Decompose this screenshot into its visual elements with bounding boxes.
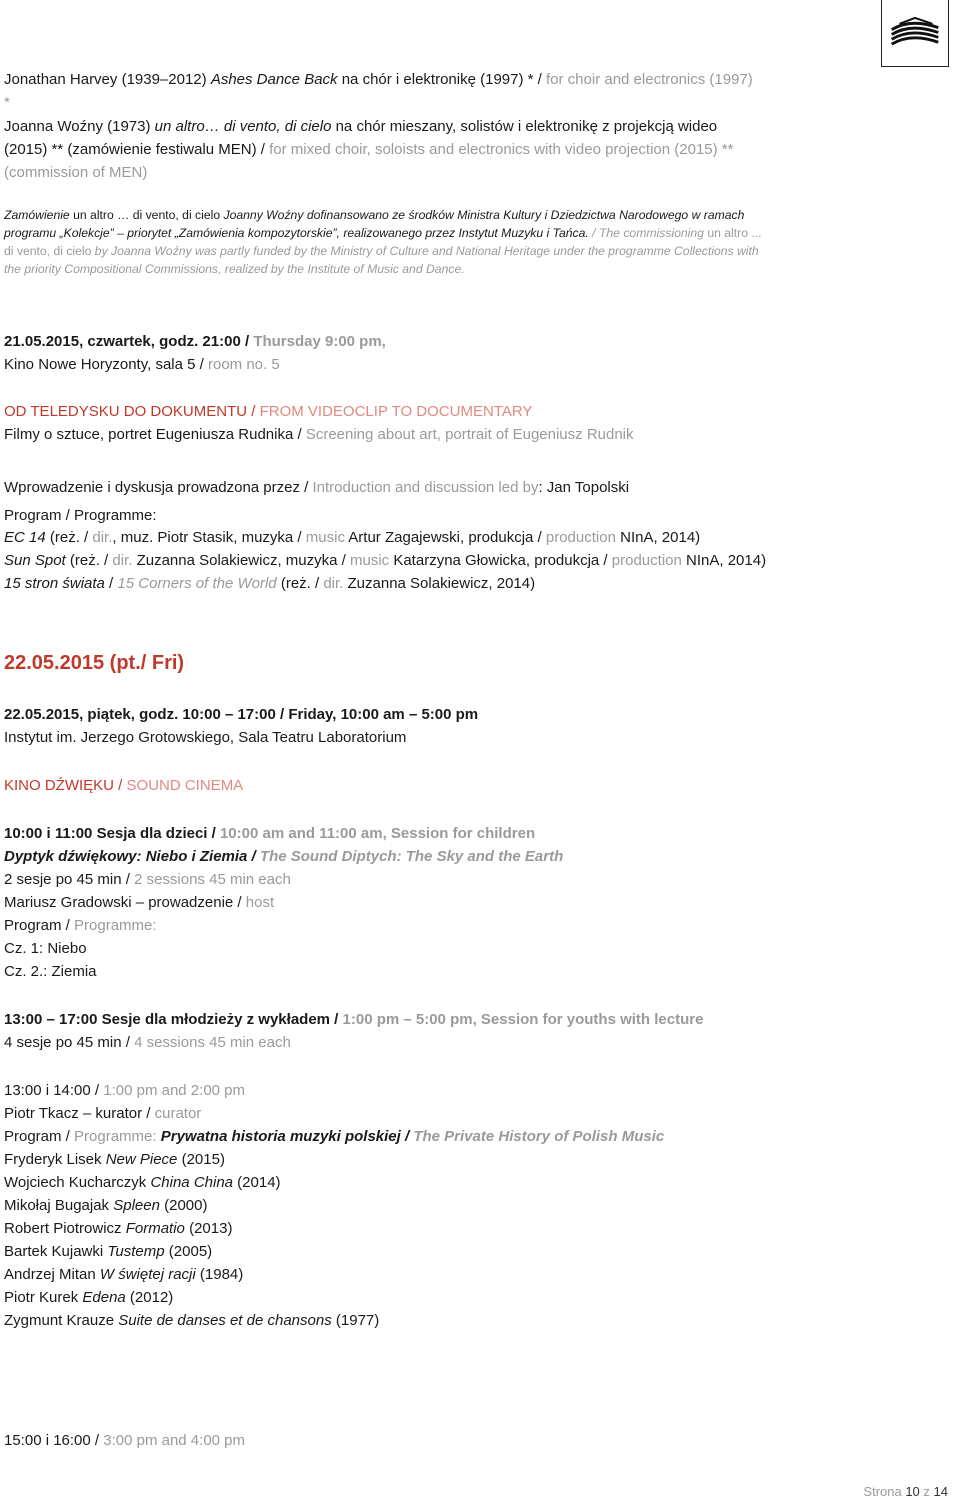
kids-sessions: 2 sesje po 45 min / 2 sessions 45 min each [4,871,291,888]
event-intro: Wprowadzenie i dyskusja prowadzona przez / Introduction and discussion led by: Jan Topolski [4,479,630,496]
wozny-line-1: Joanna Woźny (1973) un altro… di vento, di cielo na chór mieszany, solistów i elektronikę z projekcją wideo [4,118,718,135]
event-venue: Kino Nowe Horyzonty, sala 5 / room no. 5 [4,356,280,373]
harvey-line: Jonathan Harvey (1939–2012) Ashes Dance Back na chór i elektronikę (1997) * / for choir and electronics (1997) [4,71,753,88]
day-heading: 22.05.2015 (pt./ Fri) [4,652,185,674]
piece-item: Zygmunt Krauze Suite de danses et de chansons (1977) [4,1312,380,1329]
commission-note-4: the priority Compositional Commissions, realized by the Institute of Music and Dance. [4,262,465,276]
piece-item: Robert Piotrowicz Formatio (2013) [4,1220,233,1237]
festival-logo [881,0,949,67]
film-item: Sun Spot (reż. / dir. Zuzanna Solakiewicz, muzyka / music Katarzyna Głowicka, produkcja / production NInA, 2014) [4,552,767,569]
piece-item: Fryderyk Lisek New Piece (2015) [4,1151,225,1168]
event-films-desc: Filmy o sztuce, portret Eugeniusza Rudnika / Screening about art, portrait of Eugeniusz Rudnik [4,426,634,443]
kids-host: Mariusz Gradowski – prowadzenie / host [4,894,275,911]
piece-item: Mikołaj Bugajak Spleen (2000) [4,1197,208,1214]
youth-program: Program / Programme: Prywatna historia muzyki polskiej / The Private History of Polish Music [4,1128,665,1145]
kids-program: Program / Programme: [4,917,157,934]
youth-sessions: 4 sesje po 45 min / 4 sessions 45 min each [4,1034,291,1051]
piece-item: Bartek Kujawki Tustemp (2005) [4,1243,213,1260]
event-date: 21.05.2015, czwartek, godz. 21:00 / Thursday 9:00 pm, [4,333,386,350]
day-venue: Instytut im. Jerzego Grotowskiego, Sala Teatru Laboratorium [4,729,407,746]
sound-cinema-title: KINO DŹWIĘKU / SOUND CINEMA [4,777,244,794]
film-item: 15 stron świata / 15 Corners of the World (reż. / dir. Zuzanna Solakiewicz, 2014) [4,575,536,592]
harvey-star: * [4,94,10,111]
event-title: OD TELEDYSKU DO DOKUMENTU / FROM VIDEOCLIP TO DOCUMENTARY [4,403,533,420]
kids-title: Dyptyk dźwiękowy: Niebo i Ziemia / The Sound Diptych: The Sky and the Earth [4,848,564,865]
kids-part-1: Cz. 1: Niebo [4,940,87,957]
event-program-label: Program / Programme: [4,507,157,524]
youth-time: 13:00 – 17:00 Sesje dla młodzieży z wykładem / 1:00 pm – 5:00 pm, Session for youths with lecture [4,1011,704,1028]
kids-part-2: Cz. 2.: Ziemia [4,963,97,980]
page-number: Strona 10 z 14 [863,1484,948,1499]
wozny-line-2: (2015) ** (zamówienie festiwalu MEN) / for mixed choir, soloists and electronics with video projection (2015) ** [4,141,734,158]
youth-slot: 13:00 i 14:00 / 1:00 pm and 2:00 pm [4,1082,246,1099]
commission-note-1: Zamówienie un altro … di vento, di cielo Joanny Woźny dofinansowano ze środków Ministra Kultury i Dziedzictwa Narodowego w ramach [4,208,745,222]
film-item: EC 14 (reż. / dir., muz. Piotr Stasik, muzyka / music Artur Zagajewski, produkcja / production NInA, 2014) [4,529,701,546]
last-slot: 15:00 i 16:00 / 3:00 pm and 4:00 pm [4,1432,246,1449]
youth-curator: Piotr Tkacz – kurator / curator [4,1105,202,1122]
kids-time: 10:00 i 11:00 Sesja dla dzieci / 10:00 am and 11:00 am, Session for children [4,825,536,842]
piece-item: Piotr Kurek Edena (2012) [4,1289,174,1306]
piece-item: Andrzej Mitan W świętej racji (1984) [4,1266,244,1283]
piece-item: Wojciech Kucharczyk China China (2014) [4,1174,281,1191]
wozny-line-3: (commission of MEN) [4,164,148,181]
festival-logo-icon [882,0,948,66]
commission-note-2: programu „Kolekcje” – priorytet „Zamówienia kompozytorskie”, realizowanego przez Instytut Muzyku i Tańca. / The commissioning un altro ... [4,226,762,240]
day-date: 22.05.2015, piątek, godz. 10:00 – 17:00 / Friday, 10:00 am – 5:00 pm [4,706,479,723]
commission-note-3: di vento, di cielo by Joanna Woźny was partly funded by the Ministry of Culture and National Heritage under the programme Collections with [4,244,759,258]
